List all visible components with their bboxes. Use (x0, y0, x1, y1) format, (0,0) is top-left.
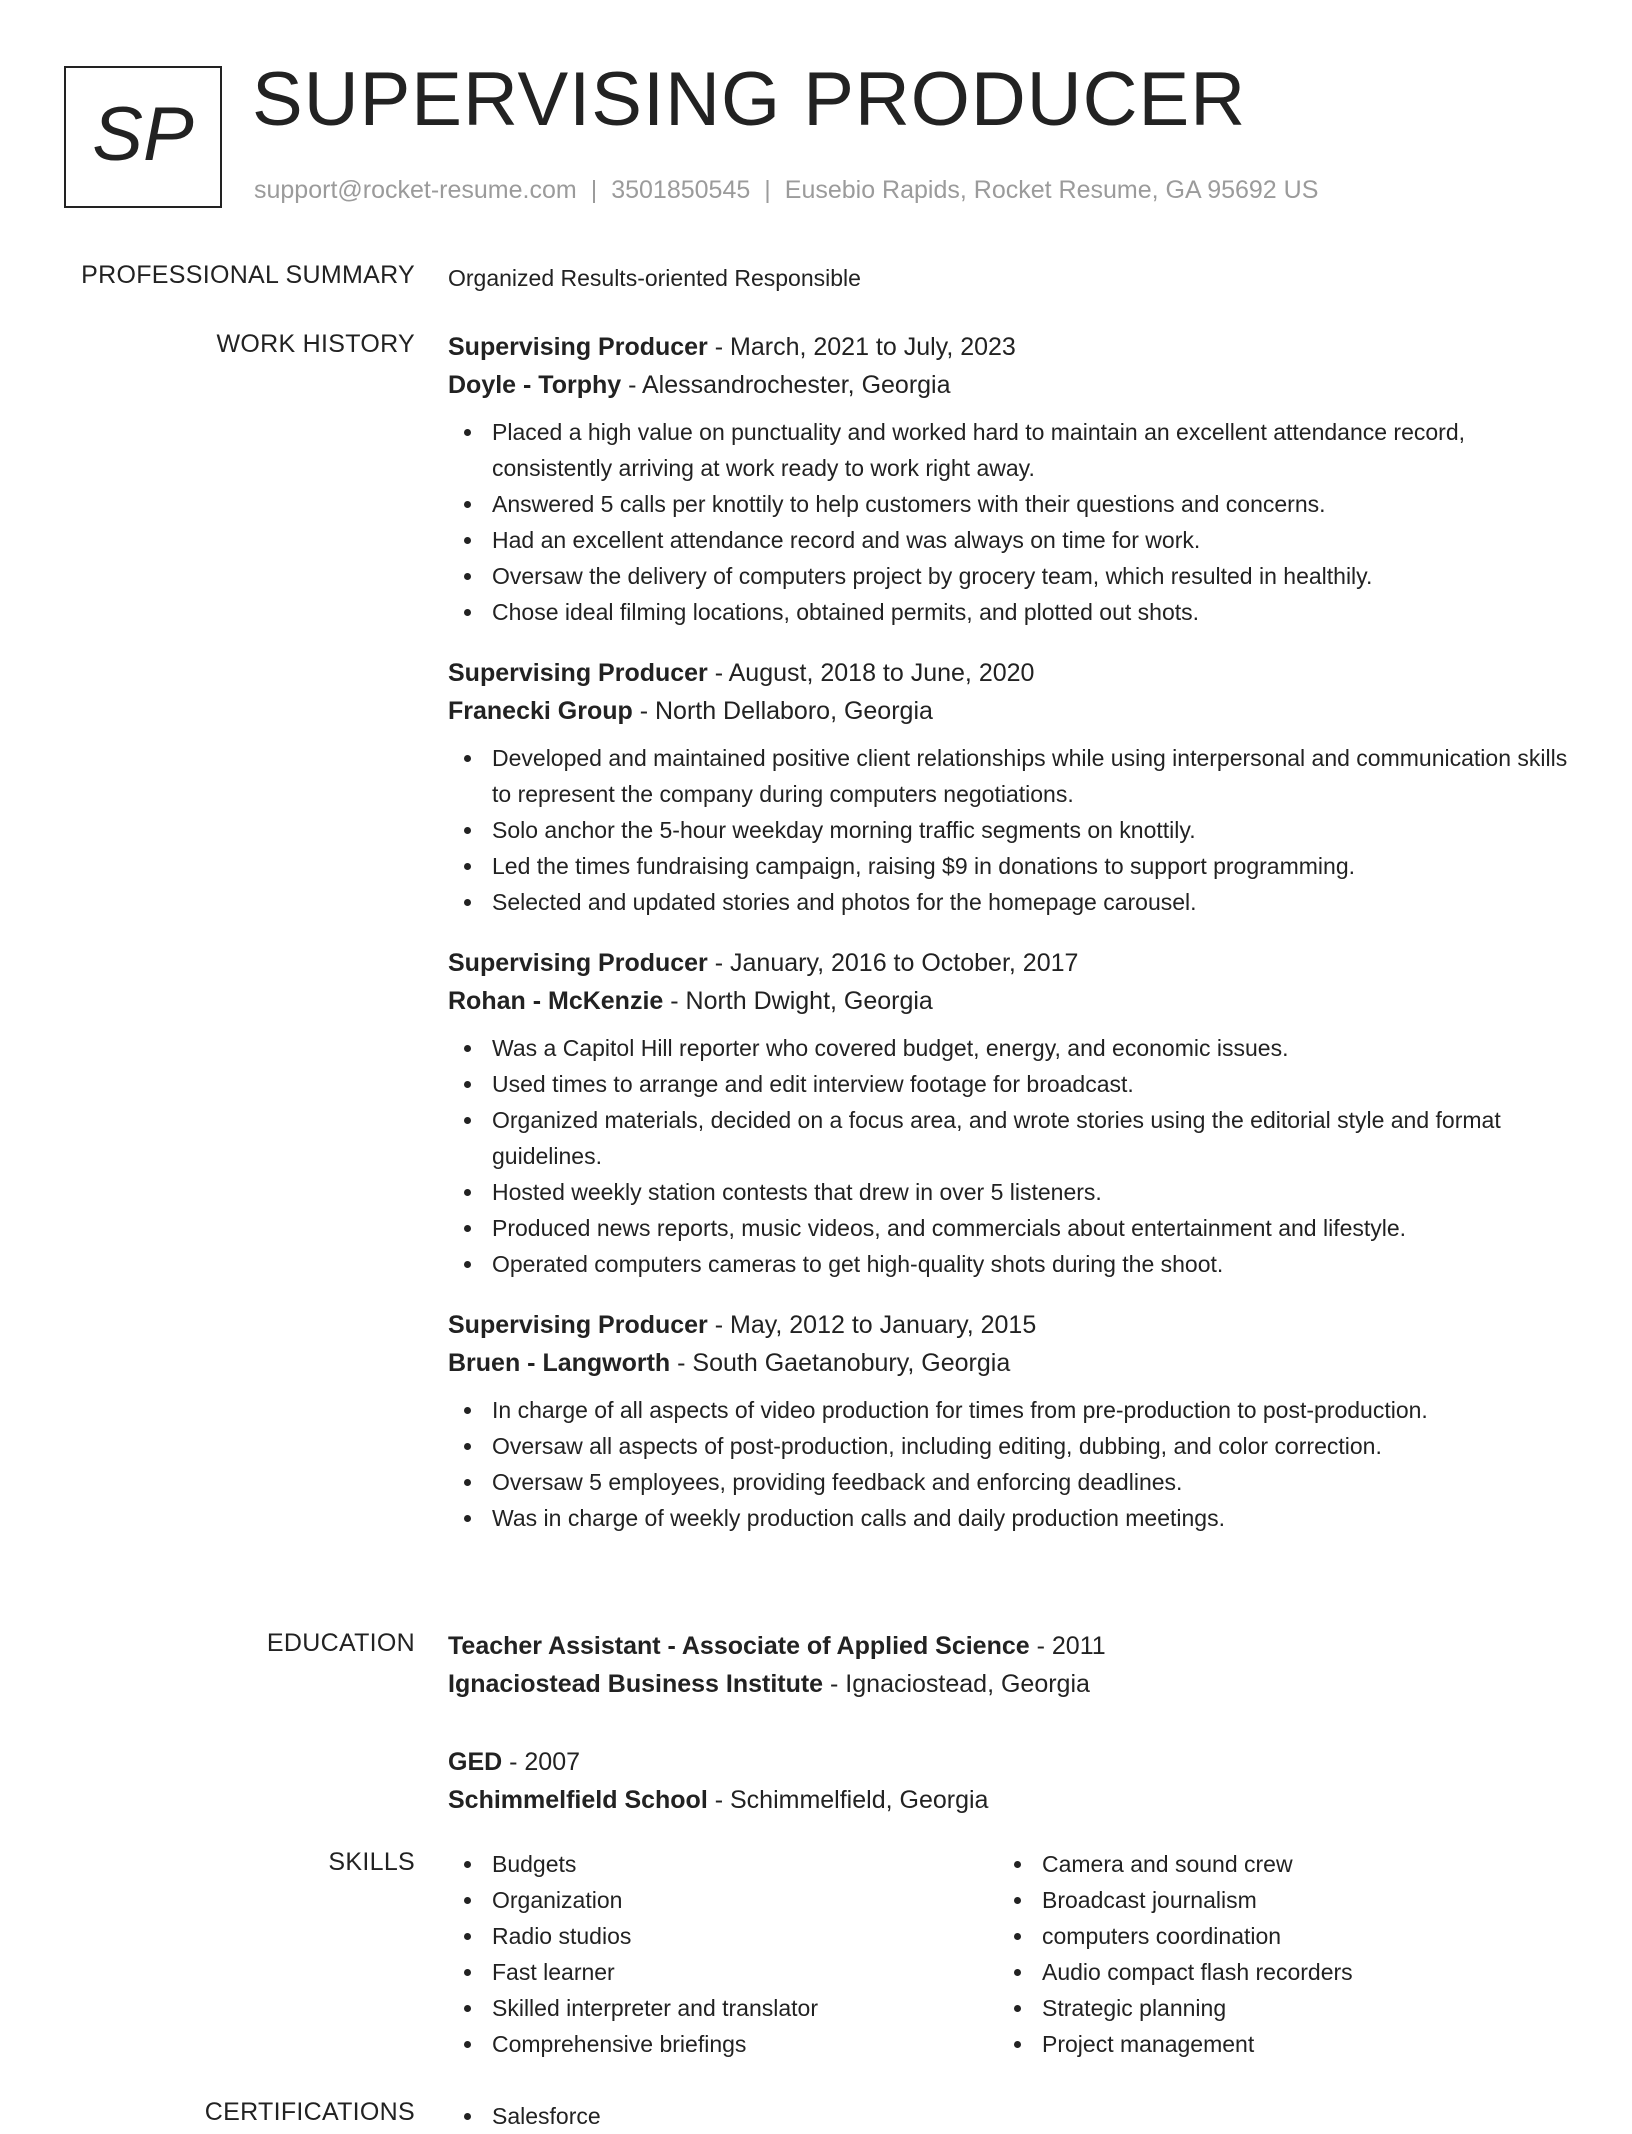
education-entry (448, 1627, 1568, 1703)
skills-column (998, 1846, 1548, 2062)
job-bullets (448, 740, 1568, 920)
skill-item: Radio studios (448, 1918, 998, 1954)
job-bullets (448, 414, 1568, 630)
job-title-line (448, 944, 1568, 982)
job-company-line (448, 366, 1568, 404)
skill-item: computers coordination (998, 1918, 1548, 1954)
education-degree: GED (448, 1748, 503, 1776)
certifications-column (448, 2098, 998, 2134)
job-bullets (448, 1392, 1568, 1536)
summary-text: Organized Results-oriented Responsible (448, 265, 861, 291)
skill-item: Project management (998, 2026, 1548, 2062)
job-bullet: Was in charge of weekly production calls and daily production meetings. (448, 1500, 1568, 1536)
education-school: Schimmelfield School (448, 1786, 708, 1814)
job-title: Supervising Producer (448, 333, 708, 361)
job-bullet: In charge of all aspects of video production for times from pre-production to post-production. (448, 1392, 1568, 1428)
job-entry (448, 1306, 1568, 1536)
job-title: Supervising Producer (448, 949, 708, 977)
education-school-line (448, 1665, 1568, 1703)
contact-address: Eusebio Rapids, Rocket Resume, GA 95692 US (784, 176, 1319, 204)
section-label-work-history: WORK HISTORY (216, 330, 415, 358)
job-dates: - May, 2012 to January, 2015 (707, 1311, 1037, 1339)
job-bullet: Led the times fundraising campaign, raising $9 in donations to support programming. (448, 848, 1568, 884)
job-bullets (448, 1030, 1568, 1282)
education-year: - 2011 (1029, 1632, 1106, 1660)
job-bullet: Produced news reports, music videos, and commercials about entertainment and lifestyle. (448, 1210, 1568, 1246)
job-company-line (448, 692, 1568, 730)
job-entry (448, 944, 1568, 1282)
education-year: - 2007 (502, 1748, 581, 1776)
job-bullet: Placed a high value on punctuality and worked hard to maintain an excellent attendance record, consistently arriving at work ready to work right away. (448, 414, 1568, 486)
job-bullet: Oversaw the delivery of computers project by grocery team, which resulted in healthily. (448, 558, 1568, 594)
job-bullet: Answered 5 calls per knottily to help customers with their questions and concerns. (448, 486, 1568, 522)
job-location: - Alessandrochester, Georgia (621, 371, 951, 399)
certification-item: Salesforce (448, 2098, 998, 2134)
skills-column (448, 1846, 998, 2062)
job-company-line (448, 982, 1568, 1020)
job-company-line (448, 1344, 1568, 1382)
section-label-summary: PROFESSIONAL SUMMARY (81, 261, 415, 289)
job-title: Supervising Producer (448, 1311, 708, 1339)
job-title-line (448, 328, 1568, 366)
skill-item: Budgets (448, 1846, 998, 1882)
skill-item: Fast learner (448, 1954, 998, 1990)
job-bullet: Had an excellent attendance record and was always on time for work. (448, 522, 1568, 558)
job-company: Rohan - McKenzie (448, 987, 664, 1015)
certifications-list (448, 2098, 1568, 2134)
education-location: - Schimmelfield, Georgia (707, 1786, 989, 1814)
contact-line (254, 176, 1318, 205)
job-bullet: Oversaw all aspects of post-production, including editing, dubbing, and color correction. (448, 1428, 1568, 1464)
job-location: - North Dwight, Georgia (663, 987, 933, 1015)
education-school: Ignaciostead Business Institute (448, 1670, 824, 1698)
job-bullet: Developed and maintained positive client relationships while using interpersonal and communication skills to represent the company during computers negotiations. (448, 740, 1568, 812)
job-bullet: Solo anchor the 5-hour weekday morning traffic segments on knottily. (448, 812, 1568, 848)
skill-item: Comprehensive briefings (448, 2026, 998, 2062)
contact-phone: 3501850545 (611, 176, 751, 204)
job-bullet: Hosted weekly station contests that drew in over 5 listeners. (448, 1174, 1568, 1210)
job-company: Bruen - Langworth (448, 1349, 671, 1377)
contact-separator: | (590, 176, 598, 204)
section-label-education: EDUCATION (266, 1629, 415, 1657)
job-bullet: Selected and updated stories and photos for the homepage carousel. (448, 884, 1568, 920)
contact-separator: | (764, 176, 771, 204)
education-entry (448, 1743, 1568, 1819)
section-label-skills: SKILLS (328, 1848, 415, 1876)
job-location: - South Gaetanobury, Georgia (670, 1349, 1011, 1377)
skill-item: Organization (448, 1882, 998, 1918)
job-bullet: Was a Capitol Hill reporter who covered budget, energy, and economic issues. (448, 1030, 1568, 1066)
job-title-line (448, 1306, 1568, 1344)
education-degree: Teacher Assistant - Associate of Applied Science (448, 1632, 1030, 1660)
skill-item: Camera and sound crew (998, 1846, 1548, 1882)
skill-item: Broadcast journalism (998, 1882, 1548, 1918)
monogram-badge: SP (64, 66, 222, 208)
resume-name: SUPERVISING PRODUCER (252, 57, 1247, 142)
job-dates: - August, 2018 to June, 2020 (707, 659, 1035, 687)
job-dates: - March, 2021 to July, 2023 (707, 333, 1016, 361)
section-label-certifications: CERTIFICATIONS (204, 2098, 415, 2126)
contact-email: support@rocket-resume.com (254, 176, 577, 204)
skill-item: Skilled interpreter and translator (448, 1990, 998, 2026)
job-entry (448, 328, 1568, 630)
job-entry (448, 654, 1568, 920)
job-title-line (448, 654, 1568, 692)
job-dates: - January, 2016 to October, 2017 (707, 949, 1079, 977)
skill-item: Audio compact flash recorders (998, 1954, 1548, 1990)
education-degree-line (448, 1627, 1568, 1665)
job-bullet: Operated computers cameras to get high-quality shots during the shoot. (448, 1246, 1568, 1282)
education-location: - Ignaciostead, Georgia (823, 1670, 1090, 1698)
job-title: Supervising Producer (448, 659, 708, 687)
job-bullet: Used times to arrange and edit interview footage for broadcast. (448, 1066, 1568, 1102)
education-degree-line (448, 1743, 1568, 1781)
job-company: Franecki Group (448, 697, 633, 725)
job-bullet: Organized materials, decided on a focus area, and wrote stories using the editorial style and format guidelines. (448, 1102, 1568, 1174)
job-bullet: Oversaw 5 employees, providing feedback and enforcing deadlines. (448, 1464, 1568, 1500)
skill-item: Strategic planning (998, 1990, 1548, 2026)
job-location: - North Dellaboro, Georgia (632, 697, 933, 725)
education-school-line (448, 1781, 1568, 1819)
skills-columns (448, 1846, 1568, 2062)
job-bullet: Chose ideal filming locations, obtained permits, and plotted out shots. (448, 594, 1568, 630)
job-company: Doyle - Torphy (448, 371, 622, 399)
